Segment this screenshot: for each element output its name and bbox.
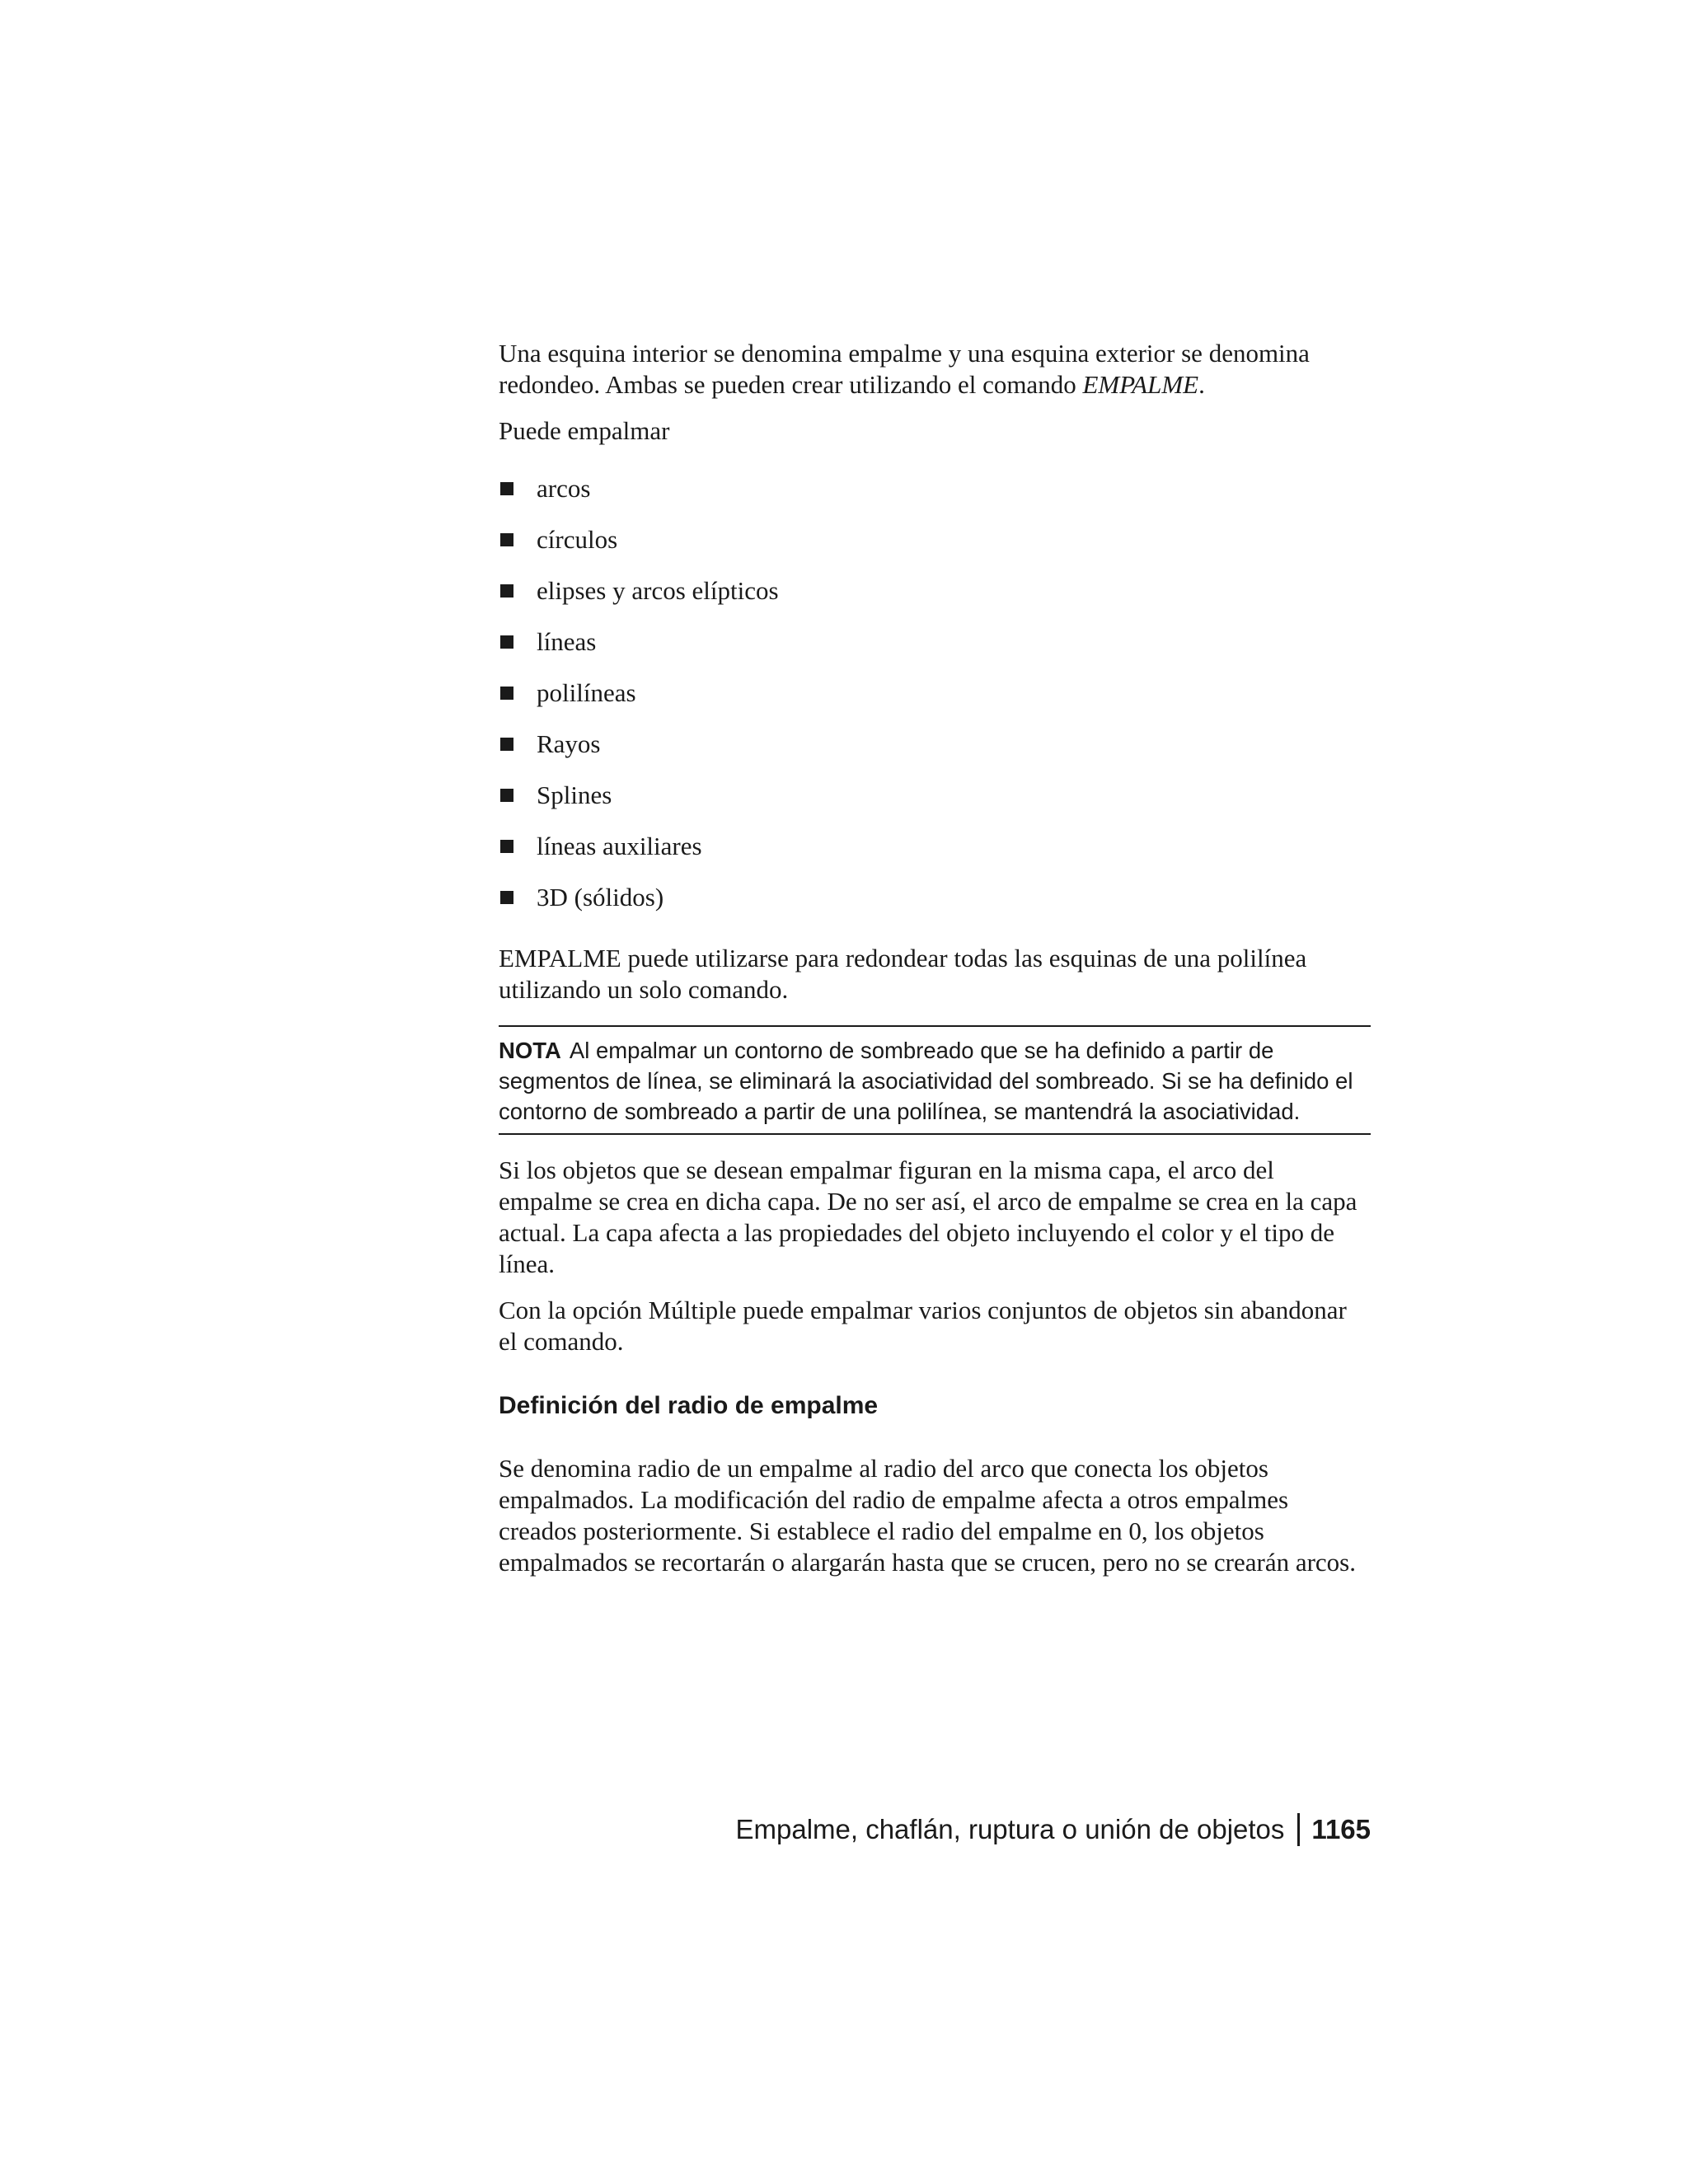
page-footer <box>735 1813 1371 1846</box>
page-content <box>499 338 1371 1578</box>
list-lead: Puede empalmar <box>499 416 670 445</box>
list-item <box>499 719 1371 770</box>
intro-text-after: . <box>1198 370 1205 399</box>
bullet-square-icon <box>500 687 513 700</box>
list-item-label: círculos <box>537 525 618 554</box>
intro-command: EMPALME <box>1082 370 1199 399</box>
bullet-square-icon <box>500 840 513 853</box>
list-item <box>499 514 1371 565</box>
footer-separator <box>1297 1813 1300 1846</box>
list-item <box>499 668 1371 719</box>
bullet-square-icon <box>500 789 513 802</box>
section-heading: Definición del radio de empalme <box>499 1392 879 1419</box>
list-item-label: 3D (sólidos) <box>537 883 664 912</box>
object-type-list <box>499 463 1371 923</box>
polyline-paragraph: EMPALME puede utilizarse para redondear todas las esquinas de una polilínea utilizando un solo comando. <box>499 944 1307 1004</box>
bullet-square-icon <box>500 891 513 904</box>
bullet-square-icon <box>500 533 513 546</box>
list-item-label: líneas auxiliares <box>537 832 702 860</box>
list-item <box>499 872 1371 923</box>
list-item <box>499 565 1371 616</box>
bullet-square-icon <box>500 584 513 598</box>
list-item-label: elipses y arcos elípticos <box>537 576 779 605</box>
bullet-square-icon <box>500 738 513 751</box>
list-item-label: arcos <box>537 474 591 503</box>
layer-paragraph: Si los objetos que se desean empalmar figuran en la misma capa, el arco del empalme se crea en dicha capa. De no ser así, el arco de empalme se crea en la capa actual. La capa afecta a las propiedades del objeto incluyendo el color y el tipo de línea. <box>499 1155 1357 1278</box>
intro-text-before: Una esquina interior se denomina empalme y una esquina exterior se denomina redondeo. Ambas se pueden crear utilizando el comando <box>499 339 1310 399</box>
bullet-square-icon <box>500 482 513 495</box>
multiple-option-paragraph: Con la opción Múltiple puede empalmar varios conjuntos de objetos sin abandonar el comando. <box>499 1296 1347 1356</box>
footer-chapter-title: Empalme, chaflán, ruptura o unión de objetos <box>735 1814 1285 1844</box>
list-item <box>499 616 1371 668</box>
intro-paragraph <box>499 338 1371 401</box>
list-item-label: Splines <box>537 780 612 809</box>
list-item-label: líneas <box>537 627 597 656</box>
section-body: Se denomina radio de un empalme al radio del arco que conecta los objetos empalmados. La modificación del radio de empalme afecta a otros empalmes creados posteriormente. Si establece el radio del empalme en 0, los objetos empalmados se recortarán o alargarán hasta que se crucen, pero no se crearán arcos. <box>499 1454 1356 1577</box>
list-item-label: polilíneas <box>537 678 636 707</box>
page-number: 1165 <box>1311 1814 1371 1844</box>
note-text: Al empalmar un contorno de sombreado que se ha definido a partir de segmentos de línea, se eliminará la asociatividad del sombreado. Si se ha definido el contorno de sombreado a partir de una polilínea, se mantendrá la asociatividad. <box>499 1038 1353 1124</box>
bullet-square-icon <box>500 635 513 649</box>
list-item <box>499 770 1371 821</box>
list-item <box>499 821 1371 872</box>
list-item-label: Rayos <box>537 729 601 758</box>
list-item <box>499 463 1371 514</box>
note-label: NOTA <box>499 1038 561 1063</box>
note-box <box>499 1025 1371 1135</box>
